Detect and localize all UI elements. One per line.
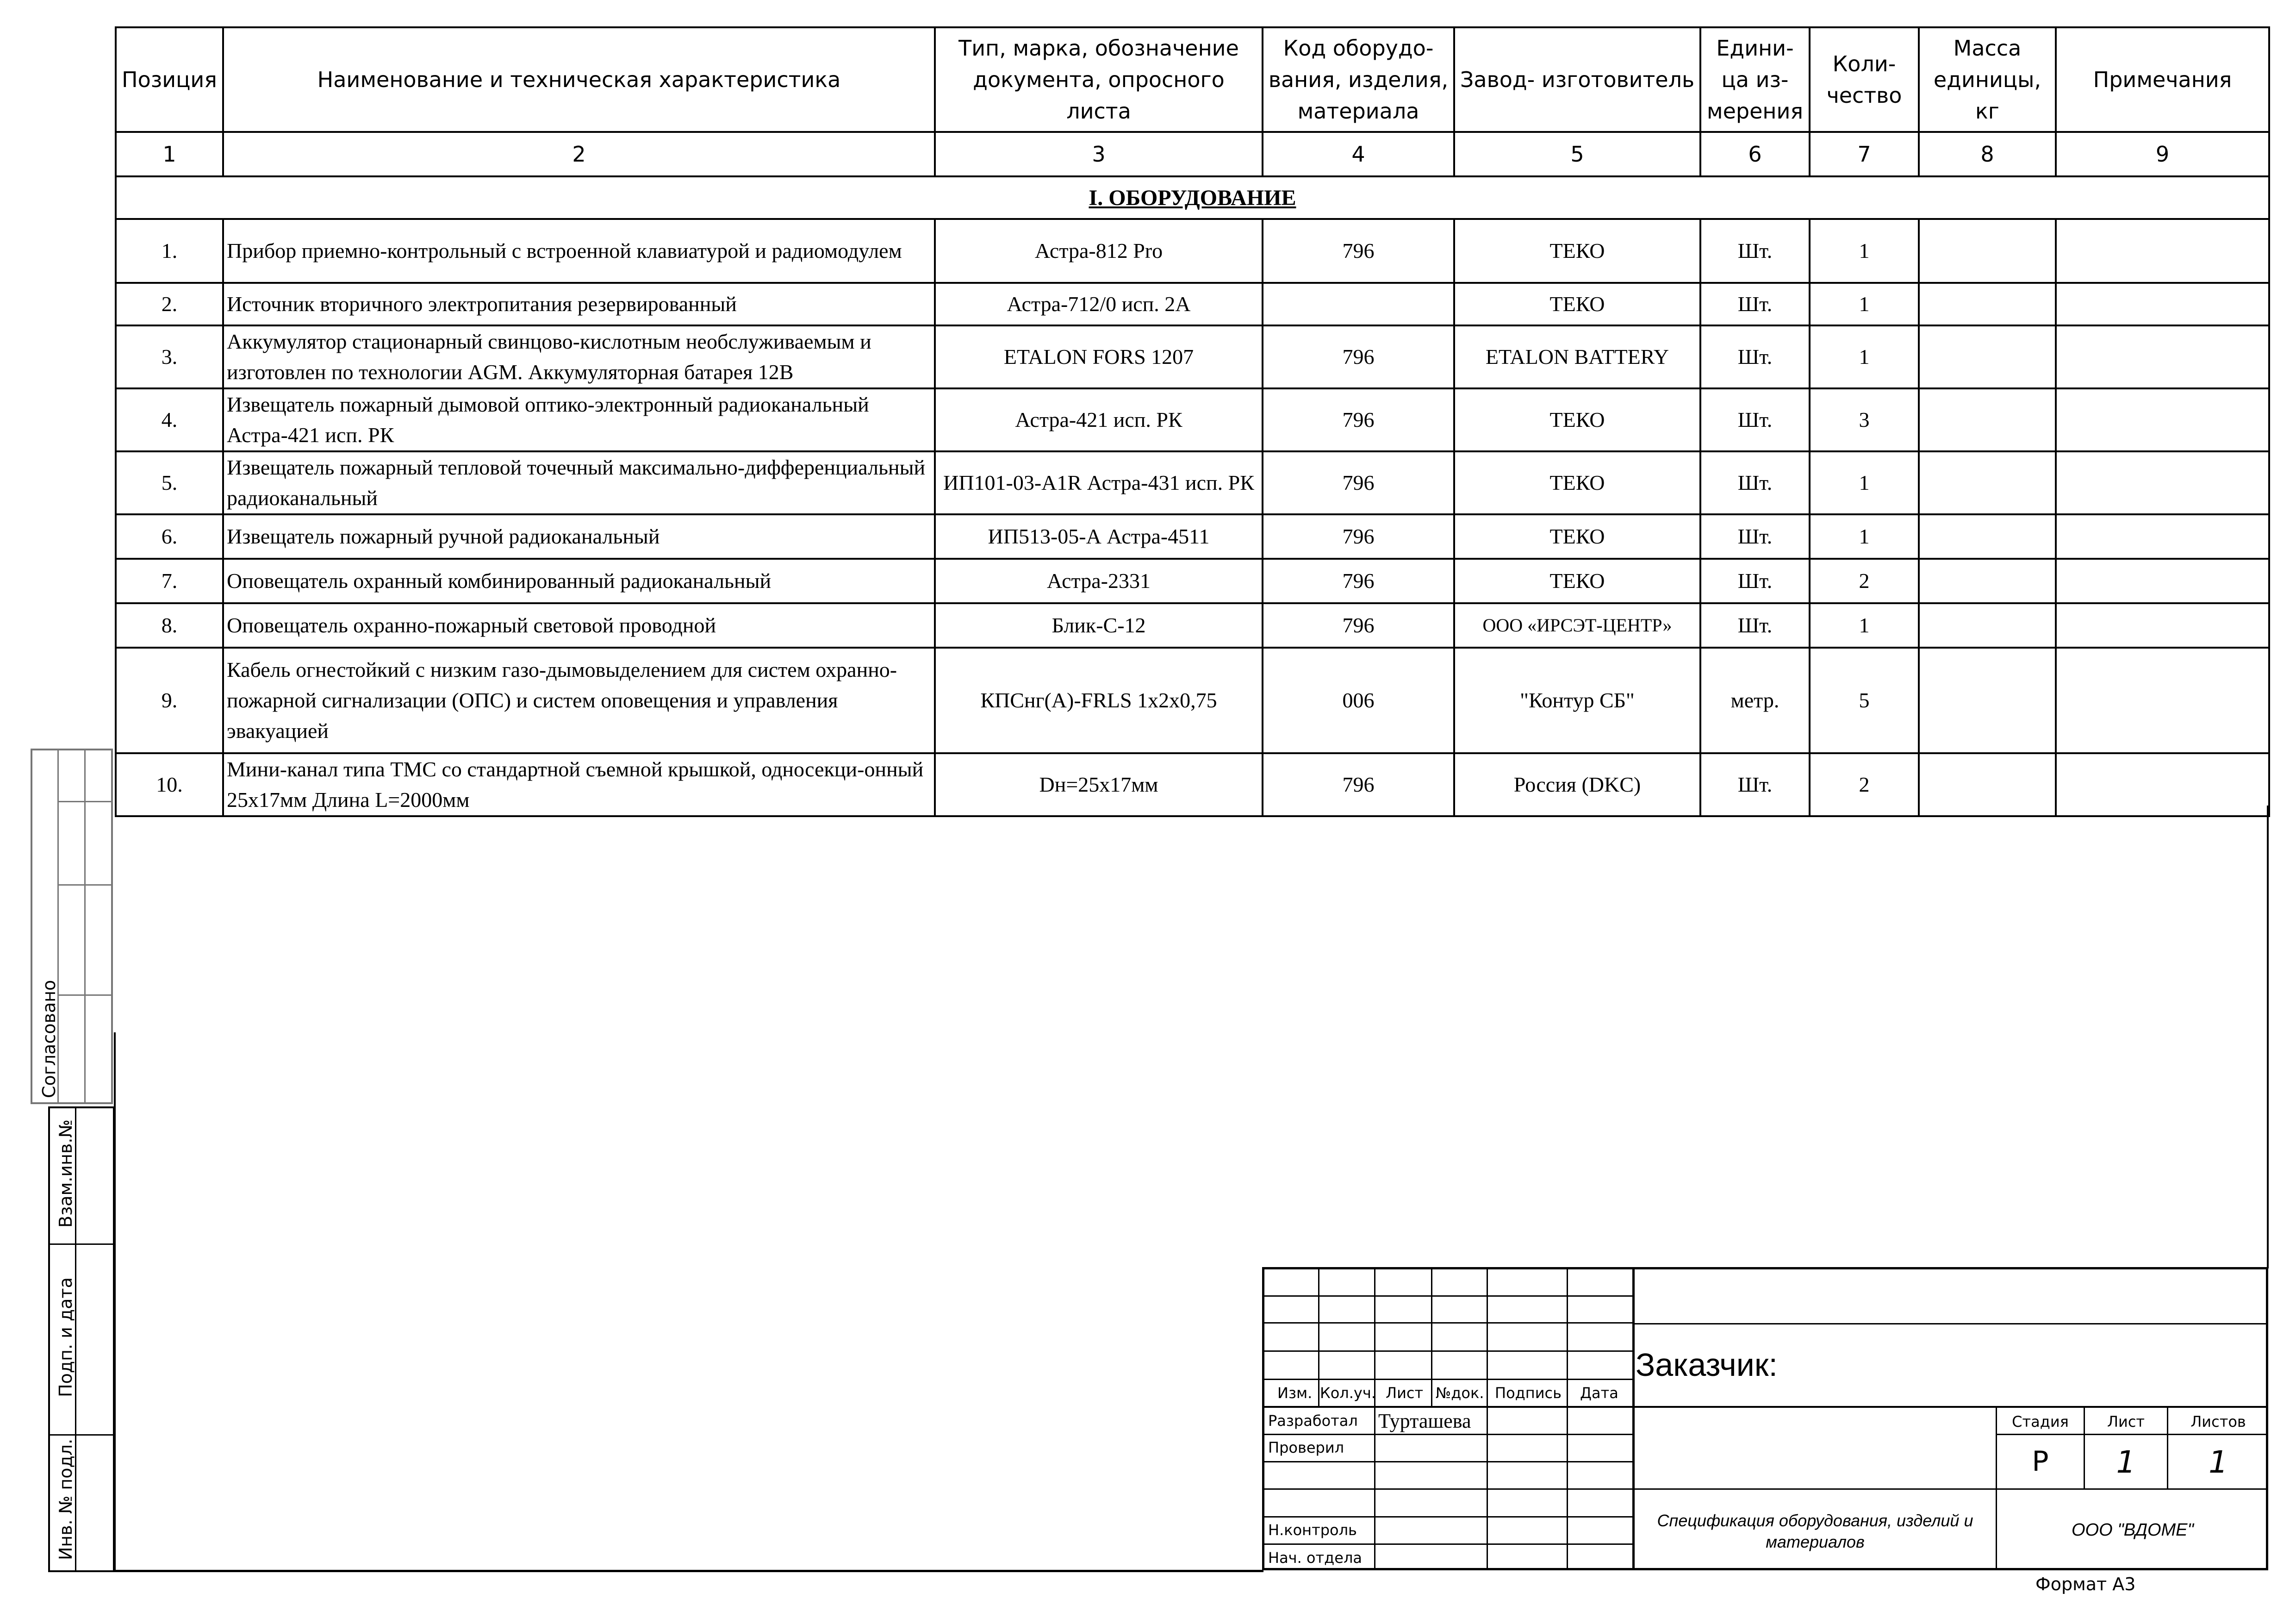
row-note bbox=[2056, 559, 2269, 603]
row-code: 796 bbox=[1263, 603, 1454, 648]
col-header-code: Код оборудо- вания, изделия, материала bbox=[1263, 27, 1454, 132]
row-maker: ТЕКО bbox=[1454, 388, 1700, 451]
row-mass bbox=[1919, 514, 2056, 559]
tb-label-sheets: Листов bbox=[2190, 1413, 2246, 1430]
column-numbers-row bbox=[116, 132, 2269, 176]
row-position: 3. bbox=[116, 325, 223, 388]
row-type: Астра-712/0 исп. 2А bbox=[935, 283, 1263, 325]
tb-sheets-value: 1 bbox=[2209, 1444, 2228, 1480]
row-qty: 1 bbox=[1810, 603, 1919, 648]
row-name: Источник вторичного электропитания резервированный bbox=[223, 283, 935, 325]
col-number: 2 bbox=[223, 132, 935, 176]
row-maker: ТЕКО bbox=[1454, 219, 1700, 283]
row-position: 9. bbox=[116, 648, 223, 753]
row-type: Астра-421 исп. РК bbox=[935, 388, 1263, 451]
row-name: Аккумулятор стационарный свинцово-кислотным необслуживаемым и изготовлен по технологии AGM. Аккумуляторная батарея 12В bbox=[223, 325, 935, 388]
row-name: Извещатель пожарный тепловой точечный максимально-дифференциальный радиоканальный bbox=[223, 451, 935, 514]
frame-right-line bbox=[2267, 806, 2269, 1268]
row-mass bbox=[1919, 451, 2056, 514]
row-qty: 2 bbox=[1810, 753, 1919, 816]
col-header-qty: Коли- чество bbox=[1810, 27, 1919, 132]
table-row bbox=[116, 451, 2269, 514]
row-unit: Шт. bbox=[1700, 283, 1810, 325]
frame-left-line bbox=[114, 1032, 116, 1572]
tb-label-izm: Изм. bbox=[1277, 1384, 1313, 1402]
row-unit: Шт. bbox=[1700, 603, 1810, 648]
tb-label-data: Дата bbox=[1580, 1384, 1618, 1402]
row-name: Извещатель пожарный дымовой оптико-электронный радиоканальный Астра-421 исп. РК bbox=[223, 388, 935, 451]
tb-label-kol: Кол.уч. bbox=[1320, 1384, 1376, 1402]
row-unit: Шт. bbox=[1700, 219, 1810, 283]
row-maker: ООО «ИРСЭТ-ЦЕНТР» bbox=[1454, 603, 1700, 648]
row-position: 7. bbox=[116, 559, 223, 603]
side-label-inv-replace: Взам.инв.№ bbox=[56, 1119, 76, 1228]
row-name: Прибор приемно-контрольный с встроенной клавиатурой и радиомодулем bbox=[223, 219, 935, 283]
col-header-type: Тип, марка, обозначение документа, опросного листа bbox=[935, 27, 1263, 132]
row-qty: 3 bbox=[1810, 388, 1919, 451]
col-number: 4 bbox=[1263, 132, 1454, 176]
format-label: Формат А3 bbox=[2035, 1574, 2136, 1594]
tb-stage-value: Р bbox=[2032, 1445, 2049, 1478]
tb-label-list: Лист bbox=[1386, 1384, 1424, 1402]
row-position: 10. bbox=[116, 753, 223, 816]
row-code: 796 bbox=[1263, 325, 1454, 388]
table-row bbox=[116, 648, 2269, 753]
row-type: ИП101-03-A1R Астра-431 исп. РК bbox=[935, 451, 1263, 514]
row-position: 6. bbox=[116, 514, 223, 559]
row-name: Извещатель пожарный ручной радиоканальный bbox=[223, 514, 935, 559]
row-qty: 1 bbox=[1810, 219, 1919, 283]
tb-label-proveril: Проверил bbox=[1268, 1439, 1344, 1456]
row-position: 5. bbox=[116, 451, 223, 514]
row-maker: ТЕКО bbox=[1454, 559, 1700, 603]
row-note bbox=[2056, 283, 2269, 325]
row-maker: ETALON BATTERY bbox=[1454, 325, 1700, 388]
row-note bbox=[2056, 648, 2269, 753]
row-note bbox=[2056, 514, 2269, 559]
row-qty: 1 bbox=[1810, 283, 1919, 325]
row-position: 8. bbox=[116, 603, 223, 648]
col-number: 1 bbox=[116, 132, 223, 176]
row-code: 796 bbox=[1263, 753, 1454, 816]
row-maker: ТЕКО bbox=[1454, 514, 1700, 559]
row-unit: Шт. bbox=[1700, 451, 1810, 514]
tb-sheet-value: 1 bbox=[2116, 1444, 2136, 1480]
tb-label-podpis: Подпись bbox=[1495, 1384, 1562, 1402]
row-note bbox=[2056, 603, 2269, 648]
row-position: 4. bbox=[116, 388, 223, 451]
row-code: 006 bbox=[1263, 648, 1454, 753]
tb-label-stadia: Стадия bbox=[2012, 1413, 2069, 1430]
row-mass bbox=[1919, 603, 2056, 648]
row-code: 796 bbox=[1263, 388, 1454, 451]
row-code: 796 bbox=[1263, 514, 1454, 559]
row-unit: Шт. bbox=[1700, 325, 1810, 388]
row-type: ETALON FORS 1207 bbox=[935, 325, 1263, 388]
row-code: 796 bbox=[1263, 451, 1454, 514]
row-type: Астра-2331 bbox=[935, 559, 1263, 603]
col-number: 8 bbox=[1919, 132, 2056, 176]
row-note bbox=[2056, 753, 2269, 816]
tb-label-razrab: Разработал bbox=[1268, 1412, 1358, 1430]
row-name: Оповещатель охранно-пожарный световой проводной bbox=[223, 603, 935, 648]
tb-label-nkontrol: Н.контроль bbox=[1268, 1521, 1357, 1539]
section-row bbox=[116, 176, 2269, 219]
row-type: ИП513-05-А Астра-4511 bbox=[935, 514, 1263, 559]
header-row bbox=[116, 27, 2269, 132]
table-row bbox=[116, 219, 2269, 283]
specification-table bbox=[115, 26, 2270, 817]
title-block bbox=[1262, 1267, 2268, 1570]
col-number: 7 bbox=[1810, 132, 1919, 176]
table-row bbox=[116, 753, 2269, 816]
row-name: Кабель огнестойкий с низким газо-дымовыделением для систем охранно-пожарной сигнализации (ОПС) и систем оповещения и управления эвакуацией bbox=[223, 648, 935, 753]
tb-label-nachotdela: Нач. отдела bbox=[1268, 1549, 1363, 1567]
row-code bbox=[1263, 283, 1454, 325]
col-header-position: Позиция bbox=[116, 27, 223, 132]
row-qty: 1 bbox=[1810, 325, 1919, 388]
row-name: Оповещатель охранный комбинированный радиоканальный bbox=[223, 559, 935, 603]
row-code: 796 bbox=[1263, 219, 1454, 283]
col-header-name: Наименование и техническая характеристика bbox=[223, 27, 935, 132]
tb-label-ndoc: №док. bbox=[1436, 1384, 1484, 1402]
row-code: 796 bbox=[1263, 559, 1454, 603]
row-maker: "Контур СБ" bbox=[1454, 648, 1700, 753]
row-position: 2. bbox=[116, 283, 223, 325]
tb-developer-name: Турташева bbox=[1378, 1410, 1471, 1432]
row-maker: ТЕКО bbox=[1454, 451, 1700, 514]
table-row bbox=[116, 325, 2269, 388]
row-type: Астра-812 Pro bbox=[935, 219, 1263, 283]
row-mass bbox=[1919, 559, 2056, 603]
frame-bottom-line bbox=[114, 1570, 1263, 1572]
side-label-sign-date: Подп. и дата bbox=[56, 1277, 76, 1397]
table-row bbox=[116, 514, 2269, 559]
col-header-mass: Масса единицы, кг bbox=[1919, 27, 2056, 132]
row-mass bbox=[1919, 648, 2056, 753]
col-header-unit: Едини- ца из- мерения bbox=[1700, 27, 1810, 132]
section-title: I. ОБОРУДОВАНИЕ bbox=[116, 176, 2269, 219]
row-maker: ТЕКО bbox=[1454, 283, 1700, 325]
row-mass bbox=[1919, 753, 2056, 816]
row-type: КПСнг(А)-FRLS 1x2x0,75 bbox=[935, 648, 1263, 753]
row-name: Мини-канал типа TMC со стандартной съемной крышкой, односекци-онный 25x17мм Длина L=2000мм bbox=[223, 753, 935, 816]
row-mass bbox=[1919, 219, 2056, 283]
row-qty: 5 bbox=[1810, 648, 1919, 753]
side-label-inv-orig: Инв. № подл. bbox=[56, 1438, 76, 1560]
row-unit: Шт. bbox=[1700, 559, 1810, 603]
tb-organization: ООО "ВДОМЕ" bbox=[2071, 1520, 2194, 1540]
row-type: Dн=25x17мм bbox=[935, 753, 1263, 816]
row-mass bbox=[1919, 388, 2056, 451]
row-type: Блик-С-12 bbox=[935, 603, 1263, 648]
row-mass bbox=[1919, 283, 2056, 325]
row-mass bbox=[1919, 325, 2056, 388]
row-qty: 2 bbox=[1810, 559, 1919, 603]
col-header-maker: Завод- изготовитель bbox=[1454, 27, 1700, 132]
row-note bbox=[2056, 451, 2269, 514]
table-row bbox=[116, 388, 2269, 451]
row-unit: Шт. bbox=[1700, 388, 1810, 451]
row-qty: 1 bbox=[1810, 451, 1919, 514]
row-position: 1. bbox=[116, 219, 223, 283]
row-unit: Шт. bbox=[1700, 514, 1810, 559]
tb-document-title: Спецификация оборудования, изделий и материалов bbox=[1657, 1511, 1973, 1551]
col-header-note: Примечания bbox=[2056, 27, 2269, 132]
col-number: 3 bbox=[935, 132, 1263, 176]
row-qty: 1 bbox=[1810, 514, 1919, 559]
col-number: 5 bbox=[1454, 132, 1700, 176]
row-unit: метр. bbox=[1700, 648, 1810, 753]
table-row bbox=[116, 559, 2269, 603]
side-label-agreed: Согласовано bbox=[39, 980, 59, 1098]
tb-label-sheet: Лист bbox=[2107, 1413, 2145, 1430]
row-note bbox=[2056, 388, 2269, 451]
table-row bbox=[116, 283, 2269, 325]
row-maker: Россия (DKC) bbox=[1454, 753, 1700, 816]
tb-customer-label: Заказчик: bbox=[1636, 1347, 1778, 1383]
col-number: 6 bbox=[1700, 132, 1810, 176]
col-number: 9 bbox=[2056, 132, 2269, 176]
row-unit: Шт. bbox=[1700, 753, 1810, 816]
row-note bbox=[2056, 219, 2269, 283]
row-note bbox=[2056, 325, 2269, 388]
table-row bbox=[116, 603, 2269, 648]
